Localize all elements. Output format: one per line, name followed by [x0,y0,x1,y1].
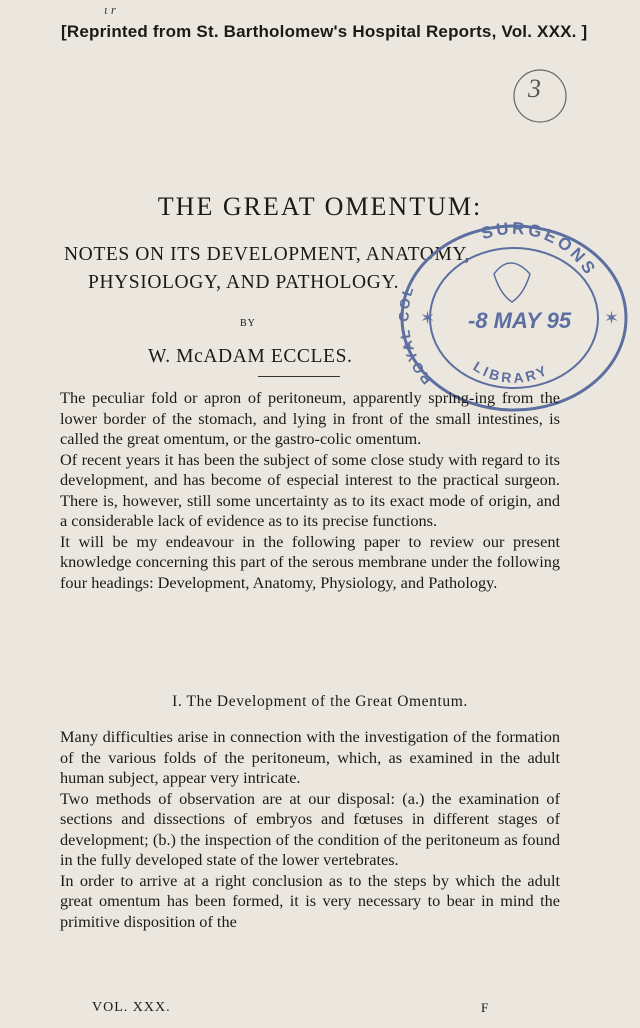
section-paragraph: Two methods of observation are at our disposal: (a.) the examination of sections and dissections of embryos and fœtuses in different stages of development; (b.) the inspection of the condition of the peritoneum as found in the fully developed state of the lower vertebrates. [60,788,560,869]
stamp-left-arc: ROYAL COL [395,283,435,388]
page-title: THE GREAT OMENTUM: [157,192,483,221]
author-name: W. McADAM ECCLES. [148,346,353,367]
pencil-page-number: 3 [528,74,541,103]
title-rule [258,376,340,377]
stamp-emblem [494,263,530,302]
subtitle-line-2: PHYSIOLOGY, AND PATHOLOGY. [88,272,400,293]
byline-by: BY [240,318,256,329]
reprint-notice: [Reprinted from St. Bartholomew's Hospital Reports, Vol. XXX. ] [61,22,588,41]
stamp-top-arc: SURGEONS [478,218,601,280]
intro-text [60,388,560,593]
intro-paragraph: Of recent years it has been the subject of some close study with regard to its development, and has become of especial interest to the practical surgeon. There is, however, still some uncertainty as to its exact mode of origin, and a considerable lack of evidence as to its precise functions. [60,449,560,530]
stamp-star-right: ✶ [604,308,620,328]
stamp-bottom-arc: LIBRARY [470,357,552,386]
stamp-date: -8 MAY 95 [468,308,572,333]
intro-paragraph: It will be my endeavour in the following paper to review our present knowledge concerning this part of the serous membrane under the following four headings: Development, Anatomy, Physiology, and Pathology. [60,531,560,592]
svg-text:LIBRARY [470,358,551,386]
svg-text:ROYAL COL [395,283,434,387]
section-heading: I. The Development of the Great Omentum. [172,693,468,710]
handwritten-note: ɩ r [104,2,116,17]
stamp-star-left: ✶ [420,308,436,328]
section-text [60,727,560,932]
volume-footer: VOL. XXX. [92,1000,171,1015]
signature-mark: F [481,1000,489,1015]
subtitle-line-1: NOTES ON ITS DEVELOPMENT, ANATOMY, [64,244,471,265]
intro-paragraph: The peculiar fold or apron of peritoneum, apparently spring-ing from the lower border of the stomach, and lying in front of the small intestines, is called the great omentum, or the gastro-colic omentum. [60,388,560,448]
section-paragraph: Many difficulties arise in connection with the investigation of the formation of the various folds of the peritoneum, which, as examined in the adult human subject, appear very intricate. [60,727,560,787]
section-paragraph: In order to arrive at a right conclusion as to the steps by which the adult great omentum has been formed, it is very necessary to bear in mind the primitive disposition of the [60,870,560,931]
